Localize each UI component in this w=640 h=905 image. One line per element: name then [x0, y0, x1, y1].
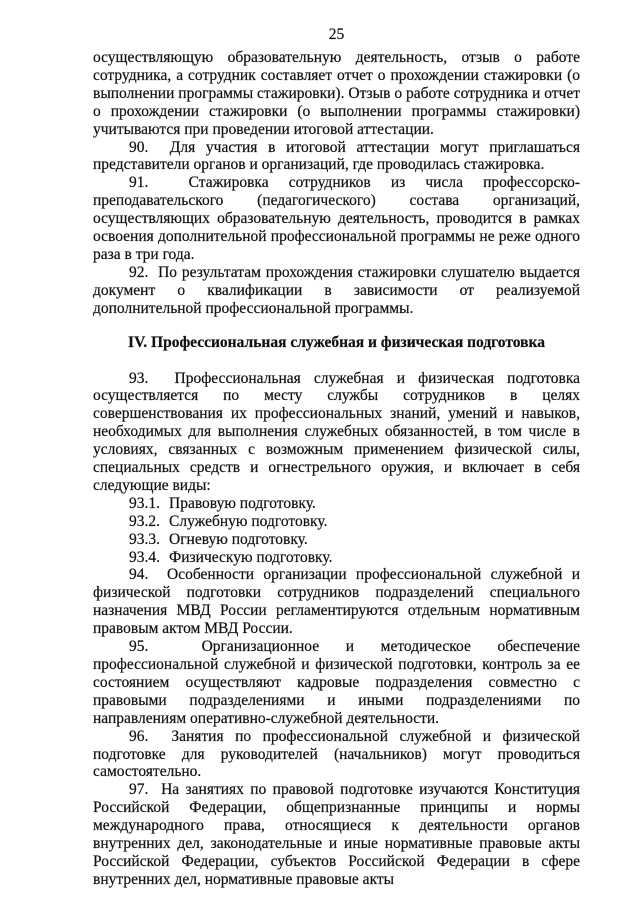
list-item [93, 531, 580, 549]
section-heading: IV. Профессиональная служебная и физическая подготовка [128, 333, 545, 351]
paragraph: 96. Занятия по профессиональной служебной и физической подготовке для руководителей (начальников) могут проводиться самостоятельно. [93, 727, 580, 781]
paragraph: 95. Организационное и методическое обеспечение профессиональной служебной и физической подготовки, контроль за ее состоянием осуществляют кадровые подразделения совместно с правовыми подразделениями и иными подразделениями по направлениям оперативно-служебной деятельности. [93, 638, 580, 727]
list-item-number: 93.4. [129, 548, 160, 566]
list-item-text: Огневую подготовку. [169, 530, 308, 548]
paragraph: осуществляющую образовательную деятельность, отзыв о работе сотрудника, а сотрудник составляет отчет о прохождении стажировки (о выполнении программы стажировки). Отзыв о работе сотрудника и отчет о прохождении стажировки (о выполнении программы стажировки) учитываются при проведении итоговой аттестации. [93, 49, 580, 138]
list-item [93, 513, 580, 531]
list-item [93, 549, 580, 567]
list-item [93, 495, 580, 513]
list-item-text: Физическую подготовку. [169, 548, 333, 566]
list-item-number: 93.1. [129, 494, 160, 512]
list-item-text: Служебную подготовку. [169, 512, 328, 530]
paragraph: 90. Для участия в итоговой аттестации могут приглашаться представители органов и организаций, где проводилась стажировка. [93, 138, 580, 174]
list-item-text: Правовую подготовку. [169, 494, 316, 512]
list-item-number: 93.3. [129, 530, 160, 548]
paragraph: 93. Профессиональная служебная и физическая подготовка осуществляется по месту службы сотрудников в целях совершенствования их профессиональных знаний, умений и навыков, необходимых для выполнения служебных обязанностей, в том числе в условиях, связанных с возможным применением физической силы, специальных средств и огнестрельного оружия, и включает в себя следующие виды: [93, 369, 580, 494]
paragraph: 97. На занятиях по правовой подготовке изучаются Конституция Российской Федерации, общепризнанные принципы и нормы международного права, относящиеся к деятельности органов внутренних дел, законодательные и иные нормативные правовые акты Российской Федерации, субъектов Российской Федерации в сфере внутренних дел, нормативные правовые акты [93, 781, 580, 888]
page-number: 25 [328, 26, 345, 43]
list-item-number: 93.2. [129, 512, 160, 530]
paragraph: 92. По результатам прохождения стажировки слушателю выдается документ о квалификации в зависимости от реализуемой дополнительной профессиональной программы. [93, 263, 580, 317]
paragraph: 94. Особенности организации профессиональной служебной и физической подготовки сотрудников подразделений специального назначения МВД России регламентируются отдельным нормативным правовым актом МВД России. [93, 566, 580, 638]
page-body [93, 49, 580, 889]
paragraph: 91. Стажировка сотрудников из числа профессорско-преподавательского (педагогического) состава организаций, осуществляющих образовательную деятельность, проводится в рамках освоения дополнительной профессиональной программы не реже одного раза в три года. [93, 174, 580, 263]
